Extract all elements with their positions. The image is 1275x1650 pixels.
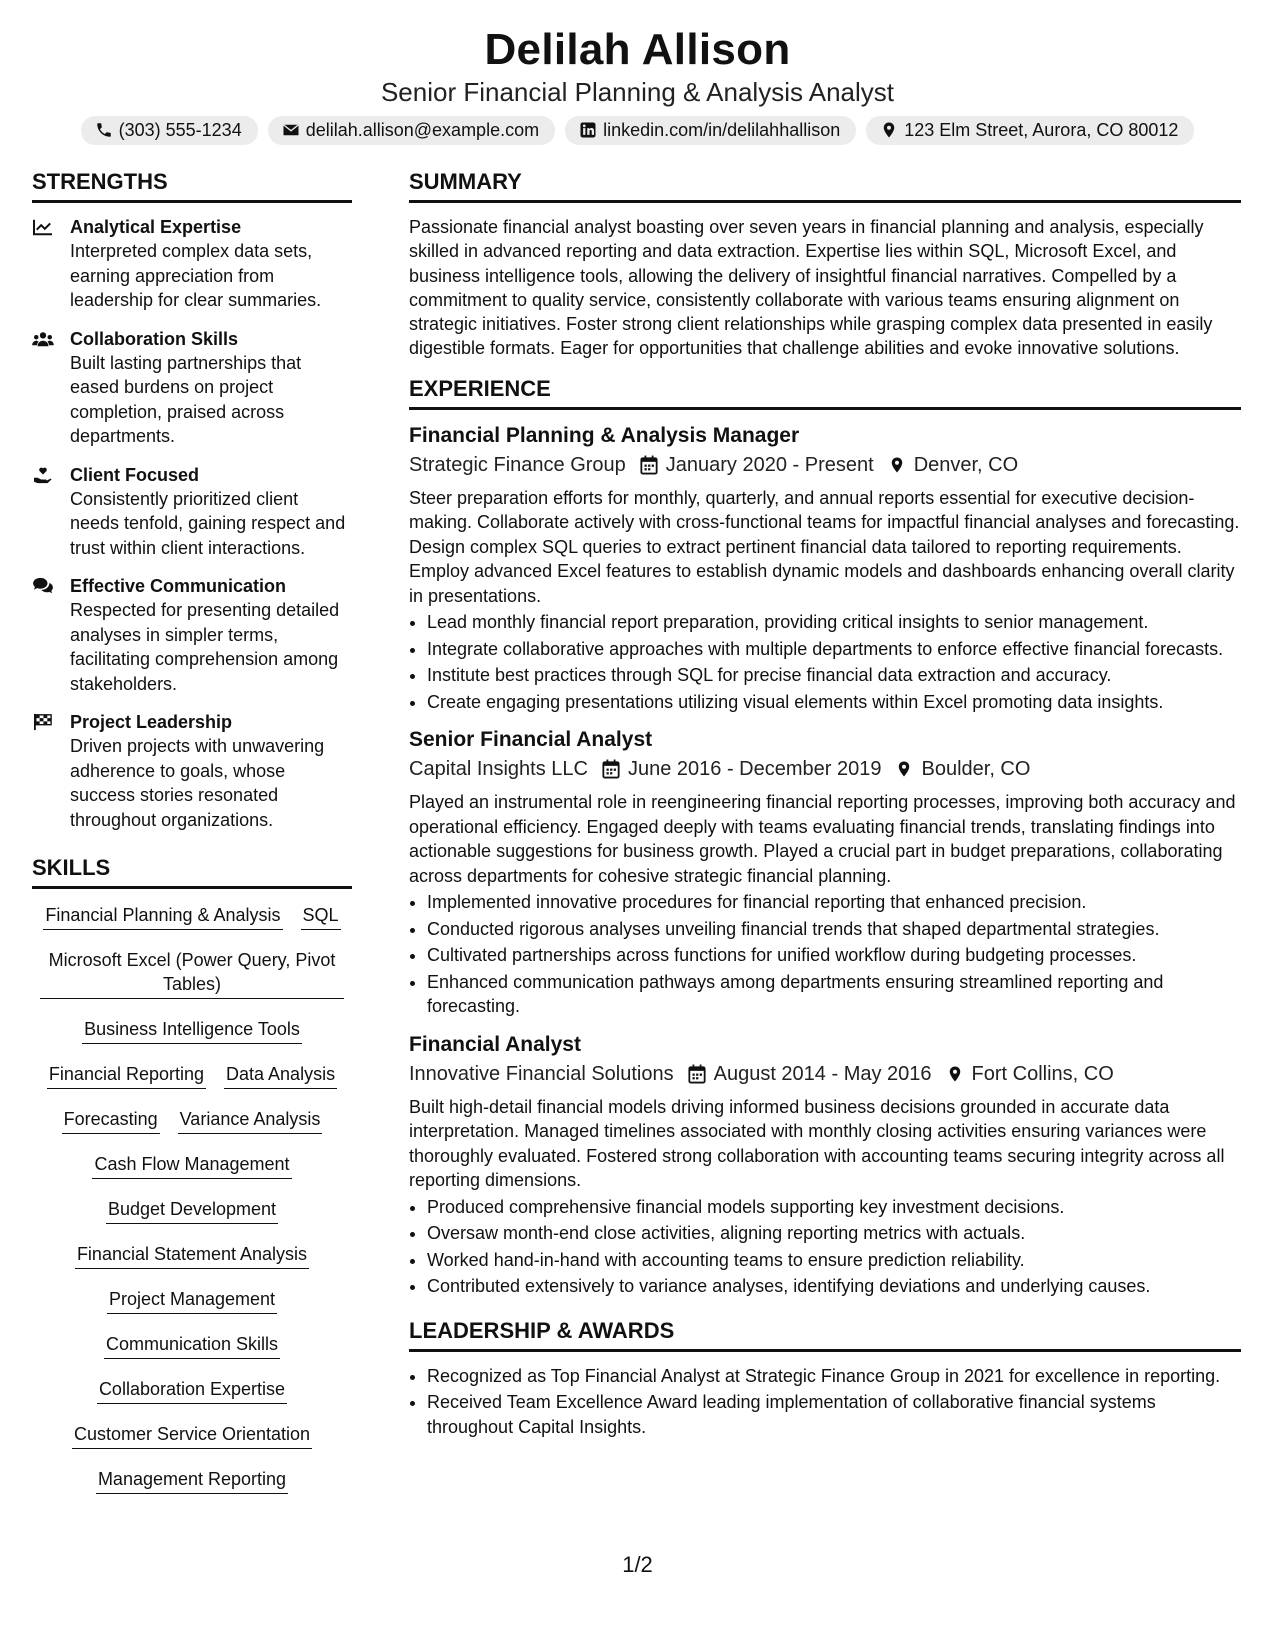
- map-pin-icon: [895, 759, 913, 779]
- map-pin-icon: [946, 1064, 964, 1084]
- job-meta: [409, 450, 1241, 480]
- job-location: Boulder, CO: [921, 758, 1031, 781]
- job-dates: August 2014 - May 2016: [713, 1062, 932, 1085]
- phone-text: (303) 555-1234: [118, 120, 242, 140]
- strengths-heading: STRENGTHS: [32, 168, 352, 203]
- users-icon: [32, 330, 54, 348]
- skills-heading: SKILLS: [32, 854, 352, 889]
- strength-title: Project Leadership: [70, 712, 233, 732]
- job-title: Financial Planning & Analysis Manager: [409, 423, 800, 447]
- resume-header: [0, 0, 1275, 145]
- job-meta: [409, 1059, 1241, 1089]
- strength-desc: Consistently prioritized client needs tenfold, gaining respect and trust within client interactions.: [70, 488, 346, 558]
- job-title: Senior Financial Analyst: [409, 728, 653, 752]
- job-company: Strategic Finance Group: [409, 453, 626, 476]
- skill-tag: Communication Skills: [104, 1332, 280, 1359]
- job-bullet: • Implemented innovative procedures for financial reporting that enhanced precision.: [427, 890, 1241, 915]
- skills-list: [32, 903, 352, 1494]
- hand-heart-icon: [32, 466, 54, 484]
- job-company: Capital Insights LLC: [409, 758, 588, 781]
- strength-desc: Respected for presenting detailed analyses in simpler terms, facilitating comprehension among stakeholders.: [70, 600, 340, 694]
- job-dates: January 2020 - Present: [665, 453, 874, 476]
- contact-linkedin[interactable]: [565, 116, 856, 145]
- job-bullet: • Produced comprehensive financial models supporting key investment decisions.: [427, 1195, 1241, 1220]
- linkedin-text: linkedin.com/in/delilahhallison: [603, 120, 841, 140]
- contact-email[interactable]: [268, 116, 555, 145]
- skill-tag: Budget Development: [106, 1197, 278, 1224]
- job-dates: June 2016 - December 2019: [627, 758, 882, 781]
- skill-tag: Variance Analysis: [178, 1107, 323, 1134]
- strength-title: Analytical Expertise: [70, 217, 242, 237]
- strength-desc: Interpreted complex data sets, earning appreciation from leadership for clear summaries.: [70, 241, 322, 310]
- skill-tag: Data Analysis: [224, 1062, 337, 1089]
- job-location: Fort Collins, CO: [971, 1062, 1114, 1085]
- award-item: • Recognized as Top Financial Analyst at Strategic Finance Group in 2021 for excellence in reporting.: [427, 1364, 1241, 1389]
- job-entry: [409, 726, 1241, 1019]
- address-text: 123 Elm Street, Aurora, CO 80012: [904, 120, 1179, 140]
- job-bullet: • Oversaw month-end close activities, aligning reporting metrics with actuals.: [427, 1221, 1241, 1246]
- strength-desc: Driven projects with unwavering adherence to goals, whose success stories resonated throughout organizations.: [70, 736, 325, 830]
- strength-item: [32, 463, 352, 561]
- envelope-icon: [282, 121, 300, 139]
- job-bullet: • Worked hand-in-hand with accounting teams to ensure prediction reliability.: [427, 1248, 1241, 1273]
- left-column: [32, 168, 352, 1512]
- skill-tag: Cash Flow Management: [92, 1152, 291, 1179]
- calendar-icon: [688, 1064, 706, 1084]
- job-description: Steer preparation efforts for monthly, quarterly, and annual reports essential for executive decision-making. Collaborate actively with cross-functional teams for impactful financial analyses and forecasting. Design complex SQL queries to extract pertinent financial data tailored to reporting requirements. Employ advanced Excel features to establish dynamic models and dashboards enhancing overall clarity in presentations.: [409, 487, 1240, 606]
- job-title: Financial Analyst: [409, 1032, 581, 1056]
- job-description: Played an instrumental role in reengineering financial reporting processes, improving both accuracy and operational efficiency. Engaged deeply with teams evaluating financial trends, translating findings into actionable suggestions for business growth. Played a crucial part in budget preparations, collaborating across departments for cohesive strategic financial planning.: [409, 792, 1236, 886]
- experience-heading: EXPERIENCE: [409, 375, 1241, 410]
- map-pin-icon: [880, 121, 898, 139]
- skill-tag: Collaboration Expertise: [97, 1377, 287, 1404]
- skill-tag: Management Reporting: [96, 1467, 288, 1494]
- awards-list: [409, 1364, 1241, 1440]
- skill-tag: Financial Reporting: [47, 1062, 206, 1089]
- job-entry: [409, 1031, 1241, 1299]
- skill-tag: SQL: [301, 903, 341, 930]
- strength-item: [32, 710, 352, 832]
- job-bullets: [409, 1195, 1241, 1299]
- skill-tag: Forecasting: [62, 1107, 160, 1134]
- job-bullet: • Conducted rigorous analyses unveiling financial trends that shaped departmental strategies.: [427, 917, 1241, 942]
- skill-tag: Business Intelligence Tools: [82, 1017, 302, 1044]
- job-bullet: • Create engaging presentations utilizing visual elements within Excel promoting data insights.: [427, 690, 1241, 715]
- strength-title: Client Focused: [70, 464, 200, 485]
- right-column: [409, 168, 1241, 1441]
- skill-tag: Customer Service Orientation: [72, 1422, 312, 1449]
- strength-desc: Built lasting partnerships that eased burdens on project completion, praised across departments.: [70, 352, 302, 446]
- job-bullet: • Contributed extensively to variance analyses, identifying deviations and underlying causes.: [427, 1274, 1241, 1299]
- calendar-icon: [602, 759, 620, 779]
- job-bullets: [409, 610, 1241, 714]
- contact-phone[interactable]: [81, 116, 258, 145]
- strength-item: [32, 327, 352, 449]
- page-number: 1/2: [622, 1552, 653, 1577]
- skill-tag: Financial Statement Analysis: [75, 1242, 309, 1269]
- flag-checkered-icon: [32, 713, 54, 731]
- map-pin-icon: [888, 455, 906, 475]
- strength-title: Collaboration Skills: [70, 328, 239, 349]
- candidate-title: Senior Financial Planning & Analysis Analyst: [380, 77, 895, 107]
- job-bullets: [409, 890, 1241, 1019]
- chart-line-icon: [32, 218, 54, 236]
- skill-tag: Financial Planning & Analysis: [43, 903, 282, 930]
- awards-heading: LEADERSHIP & AWARDS: [409, 1317, 1241, 1352]
- calendar-icon: [640, 455, 658, 475]
- skill-tag: Project Management: [107, 1287, 277, 1314]
- strength-item: [32, 574, 352, 696]
- summary-heading: SUMMARY: [409, 168, 1241, 203]
- job-bullet: • Cultivated partnerships across functions for unified workflow during budgeting processes.: [427, 943, 1241, 968]
- email-text: delilah.allison@example.com: [305, 120, 540, 140]
- linkedin-icon: [579, 121, 597, 139]
- contact-address: [866, 116, 1194, 145]
- summary-text: Passionate financial analyst boasting over seven years in financial planning and analysis, especially skilled in advanced reporting and data extraction. Expertise lies within SQL, Microsoft Excel, and business intelligence tools, allowing the delivery of insightful financial narratives. Compelled by a commitment to quality service, consistently collaborate with various teams ensuring alignment on strategic initiatives. Foster strong client relationships while grasping complex data presented in easily digestible formats. Eager for opportunities that challenge abilities and evoke innovative solutions.: [409, 217, 1213, 359]
- comments-icon: [32, 577, 54, 595]
- job-entry: [409, 422, 1241, 715]
- strength-title: Effective Communication: [70, 576, 287, 596]
- job-bullet: • Institute best practices through SQL for precise financial data extraction and accuracy.: [427, 663, 1241, 688]
- contact-bar: [0, 116, 1275, 145]
- job-location: Denver, CO: [913, 453, 1019, 476]
- job-meta: [409, 754, 1241, 784]
- strength-item: [32, 215, 352, 313]
- job-company: Innovative Financial Solutions: [409, 1062, 674, 1085]
- job-bullet: • Lead monthly financial report preparation, providing critical insights to senior management.: [427, 610, 1241, 635]
- award-item: • Received Team Excellence Award leading implementation of collaborative financial systems throughout Capital Insights.: [427, 1390, 1241, 1439]
- job-bullet: • Integrate collaborative approaches with multiple departments to enforce effective financial forecasts.: [427, 637, 1241, 662]
- phone-icon: [95, 121, 113, 139]
- job-description: Built high-detail financial models driving informed business decisions grounded in accurate data interpretation. Managed timelines associated with monthly closing activities ensuring variances were thoroughly evaluated. Fostered strong collaboration with accounting teams securing integrity across all reporting dimensions.: [409, 1096, 1225, 1191]
- skill-tag: Microsoft Excel (Power Query, Pivot Tables): [40, 948, 344, 999]
- candidate-name: Delilah Allison: [484, 25, 791, 74]
- job-bullet: • Enhanced communication pathways among departments ensuring streamlined reporting and forecasting.: [427, 970, 1241, 1019]
